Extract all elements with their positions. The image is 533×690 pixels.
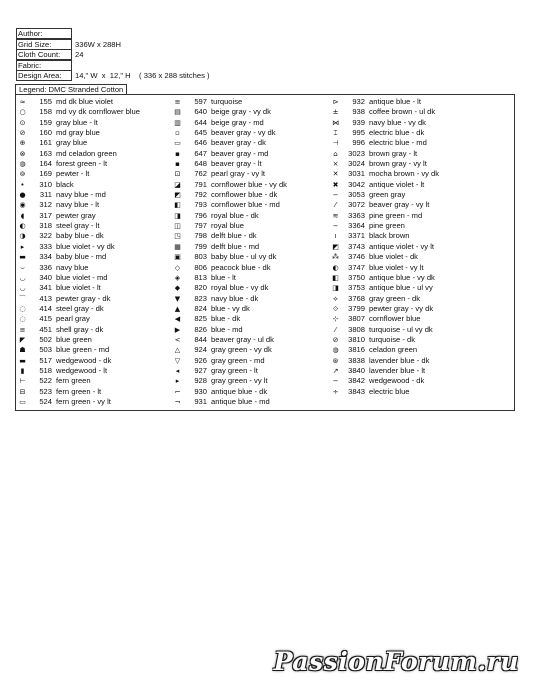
floss-name: peacock blue - dk [211,262,271,272]
legend-symbol-icon: ▤ [174,108,181,117]
floss-name: beaver gray - dk [211,138,266,148]
floss-name: blue - md [211,324,243,334]
legend-symbol-icon: ÷ [332,387,339,396]
legend-symbol-icon: ≋ [332,211,339,220]
legend-symbol-icon: △ [174,346,181,355]
floss-number: 169 [39,169,52,179]
legend-symbol-icon: ◧ [332,273,339,282]
floss-name: steel gray - dk [56,303,104,313]
pattern-info [16,28,516,81]
floss-number: 161 [39,138,52,148]
floss-name: pewter - lt [56,169,90,179]
floss-number: 413 [39,293,52,303]
floss-name: antique violet - lt [369,179,425,189]
floss-number: 318 [39,221,52,231]
floss-name: electric blue - dk [369,128,425,138]
floss-name: beaver gray - ul dk [211,334,274,344]
floss-name: md vy dk cornflower blue [56,107,140,117]
floss-name: blue - lt [211,272,236,282]
cloth-count-label: Cloth Count: [16,49,72,60]
legend-symbol-icon: ¬ [174,397,181,406]
floss-name: navy blue - vy dk [369,117,426,127]
floss-name: baby blue - md [56,252,107,262]
legend-symbol-icon: ▫ [175,129,180,138]
legend-symbol-icon: ⊗ [19,149,26,158]
floss-name: antique blue - lt [369,97,421,106]
floss-name: brown gray - vy lt [369,159,427,169]
legend-symbol-icon: ◨ [332,284,339,293]
legend-symbol-icon: ⊚ [19,170,26,179]
floss-number: 3816 [348,345,365,355]
legend-symbol-icon: ◐ [19,222,26,231]
floss-number: 799 [194,241,207,251]
floss-name: pearl gray - vy lt [211,169,266,179]
floss-number: 926 [194,355,207,365]
floss-number: 813 [194,272,207,282]
legend-symbol-icon: ⊛ [332,356,339,365]
floss-number: 924 [194,345,207,355]
legend-symbol-icon: ◫ [174,222,181,231]
legend-symbol-icon: ⁂ [332,253,339,262]
legend-symbol-icon: ▶ [174,325,181,334]
floss-number: 502 [39,334,52,344]
floss-name: fern green [56,376,91,386]
legend-title: Legend: DMC Stranded Cotton [15,84,127,94]
info-row-design-area [16,70,516,81]
floss-number: 824 [194,303,207,313]
floss-name: mocha brown - vy dk [369,169,440,179]
legend-symbol-icon: ◨ [174,211,181,220]
floss-number: 3838 [348,355,365,365]
floss-number: 825 [194,314,207,324]
floss-name: beaver gray - md [211,148,269,158]
legend-symbol-icon: ▸ [175,377,180,386]
grid-size-label: Grid Size: [16,39,72,50]
floss-name: gray blue - lt [56,117,98,127]
floss-number: 803 [194,252,207,262]
legend-symbol-icon: ⌣ [20,263,25,272]
legend-symbol-icon: ⟐ [332,304,339,313]
floss-name: wedgewood - dk [56,355,112,365]
floss-name: gray green - dk [369,293,421,303]
legend-symbol-icon: ▭ [19,397,26,406]
legend-symbol-icon: ↗ [332,366,339,375]
floss-number: 3031 [348,169,365,179]
floss-name: gray green - md [211,355,265,365]
floss-number: 3024 [348,159,365,169]
floss-name: turquoise - dk [369,334,416,344]
floss-name: navy blue - dk [211,293,259,303]
legend-symbol-icon: ı [334,232,337,241]
floss-number: 3843 [348,386,365,396]
floss-name: md celadon green [56,148,117,158]
floss-number: 3768 [348,293,365,303]
floss-name: beaver gray - vy dk [211,128,276,138]
legend-symbol-icon: ◇ [174,263,181,272]
floss-name: blue violet - lt [56,283,101,293]
floss-number: 646 [194,138,207,148]
floss-number: 3747 [348,262,365,272]
floss-number: 164 [39,159,52,169]
floss-name: shell gray - dk [56,324,104,334]
legend-symbol-icon: < [174,335,181,344]
floss-number: 3799 [348,303,365,313]
floss-number: 932 [352,97,365,106]
floss-number: 340 [39,272,52,282]
floss-name: royal blue - dk [211,210,259,220]
legend-symbol-icon: ▭ [174,139,181,148]
legend-symbol-icon: ⊡ [174,170,181,179]
floss-name: gray green - vy lt [211,376,268,386]
floss-number: 823 [194,293,207,303]
floss-number: 310 [39,179,52,189]
legend-symbol-icon: ○ [19,108,26,117]
legend-symbol-icon: ▥ [174,118,181,127]
floss-number: 996 [352,138,365,148]
legend-symbol-icon: ⊹ [332,315,339,324]
legend-symbol-icon: ◧ [174,201,181,210]
floss-name: coffee brown - ul dk [369,107,436,117]
watermark: PassionForum.ru [273,647,519,676]
legend-symbol-icon: ☗ [19,346,26,355]
legend-symbol-icon: ⌐ [174,387,181,396]
fabric-label: Fabric: [16,60,72,71]
floss-name: beaver gray - vy lt [369,200,430,210]
floss-number: 503 [39,345,52,355]
floss-name: antique blue - ul vy [369,283,433,293]
floss-name: navy blue - md [56,190,106,200]
legend-symbol-icon: ⁄ [334,201,337,210]
floss-number: 414 [39,303,52,313]
legend-symbol-icon: ◩ [174,191,181,200]
design-area-value: 14," W x 12," H ( 336 x 288 stitches ) [75,71,210,80]
legend-symbol-icon: ◍ [332,346,339,355]
legend-symbol-icon: ⁄ [334,325,337,334]
legend-symbol-icon: ◍ [19,160,26,169]
legend-symbol-icon: ✕ [332,170,339,179]
design-area-label: Design Area: [16,70,72,81]
floss-number: 522 [39,376,52,386]
floss-name: cornflower blue - md [211,200,280,210]
floss-name: baby blue - ul vy dk [211,252,277,262]
grid-size-value: 336W x 288H [75,39,122,49]
floss-name: electric blue - md [369,138,427,148]
floss-name: antique blue - vy dk [369,272,435,282]
legend-symbol-icon: ▬ [19,253,26,262]
legend-symbol-icon: ▣ [174,253,181,262]
floss-name: md gray blue [56,128,100,138]
legend-symbol-icon: ◤ [19,335,26,344]
floss-number: 796 [194,210,207,220]
floss-name: turquoise [211,97,243,106]
floss-number: 158 [39,107,52,117]
floss-name: beige gray - vy dk [211,107,271,117]
floss-number: 798 [194,231,207,241]
legend-symbol-icon: ◐ [332,263,339,272]
floss-number: 939 [352,117,365,127]
legend-symbol-icon: ▸ [20,242,25,251]
legend-symbol-icon: ◂ [175,366,180,375]
floss-name: pearl gray [56,314,90,324]
legend-symbol-icon: ▦ [174,242,181,251]
floss-number: 3753 [348,283,365,293]
floss-number: 597 [194,97,207,106]
floss-name: electric blue [369,386,410,396]
floss-number: 336 [39,262,52,272]
floss-number: 3364 [348,221,365,231]
floss-name: pewter gray - vy dk [369,303,434,313]
author-label: Author: [16,28,72,39]
info-row-grid-size [16,39,516,50]
legend-symbol-icon: ◪ [174,180,181,189]
legend-symbol-icon: ⊙ [19,118,26,127]
legend-symbol-icon: ◑ [19,232,26,241]
legend-symbol-icon: ⊘ [332,335,339,344]
floss-number: 3808 [348,324,365,334]
floss-name: pewter gray - dk [56,293,111,303]
floss-name: steel gray - lt [56,221,100,231]
floss-name: antique blue - md [211,396,270,406]
floss-name: black brown [369,231,410,241]
floss-number: 3840 [348,365,365,375]
floss-name: fern green - vy lt [56,396,111,406]
legend-symbol-icon: ± [332,108,339,117]
floss-number: 927 [194,365,207,375]
floss-name: blue - dk [211,314,241,324]
floss-number: 3053 [348,190,365,200]
legend-symbol-icon: ▪ [175,160,180,169]
floss-number: 826 [194,324,207,334]
floss-number: 159 [39,117,52,127]
legend-symbol-icon: ◳ [174,232,181,241]
legend-symbol-icon: ⊳ [332,98,339,106]
floss-name: green gray [369,190,406,200]
floss-name: royal blue [211,221,244,231]
info-row-fabric [16,60,516,71]
legend-symbol-icon: ⊣ [332,139,339,148]
legend-symbol-icon: ◀ [174,315,181,324]
floss-number: 3810 [348,334,365,344]
floss-name: forest green - lt [56,159,108,169]
floss-name: gray blue [56,138,88,148]
floss-name: baby blue - dk [56,231,104,241]
floss-number: 792 [194,190,207,200]
floss-number: 3072 [348,200,365,210]
floss-number: 793 [194,200,207,210]
floss-number: 334 [39,252,52,262]
legend-symbol-icon: ⌒ [19,294,26,303]
legend-symbol-icon: ◉ [19,201,26,210]
legend-symbol-icon: ⟡ [333,294,338,303]
legend-symbol-icon: • [20,180,25,189]
floss-name: blue violet - vy dk [56,241,115,251]
floss-number: 647 [194,148,207,158]
legend-symbol-icon: ⌶ [333,129,338,138]
floss-number: 341 [39,283,52,293]
legend-symbol-icon: ▬ [19,356,26,365]
legend-symbol-icon: ◡ [19,284,26,293]
floss-number: 791 [194,179,207,189]
floss-name: md dk blue violet [56,97,113,106]
floss-number: 312 [39,200,52,210]
floss-name: cornflower blue - vy dk [211,179,287,189]
legend-symbol-icon: ⋈ [332,118,339,127]
legend-symbol-icon: ▼ [174,294,181,303]
floss-name: blue - vy dk [211,303,250,313]
floss-name: antique blue - dk [211,386,268,396]
floss-number: 3746 [348,252,365,262]
floss-name: beige gray - md [211,117,264,127]
floss-number: 844 [194,334,207,344]
legend-symbol-icon: ◈ [174,273,181,282]
floss-number: 322 [39,231,52,241]
floss-name: royal blue - vy dk [211,283,269,293]
floss-name: beaver gray - lt [211,159,262,169]
floss-number: 163 [39,148,52,158]
floss-name: gray green - vy dk [211,345,272,355]
floss-number: 806 [194,262,207,272]
legend-symbol-icon: − [332,191,339,200]
floss-number: 155 [39,97,52,106]
legend-symbol-icon: ⊟ [19,387,26,396]
floss-number: 3842 [348,376,365,386]
floss-number: 3371 [348,231,365,241]
floss-name: brown gray - lt [369,148,418,158]
floss-name: fern green - lt [56,386,102,396]
floss-name: celadon green [369,345,418,355]
legend-symbol-icon: ◡ [19,273,26,282]
legend-symbol-icon: ⌂ [333,149,338,158]
floss-number: 931 [194,396,207,406]
floss-name: turquoise - ul vy dk [369,324,433,334]
legend-symbol-icon: ≈ [19,98,26,106]
floss-number: 160 [39,128,52,138]
legend-symbol-icon: − [332,222,339,231]
legend-symbol-icon: ≡ [19,325,26,334]
floss-name: gray green - lt [211,365,258,375]
floss-name: blue violet - dk [369,252,418,262]
legend-symbol-icon: ⊘ [19,129,26,138]
floss-number: 3743 [348,241,365,251]
floss-number: 317 [39,210,52,220]
floss-number: 820 [194,283,207,293]
floss-number: 3807 [348,314,365,324]
floss-name: blue violet - vy lt [369,262,424,272]
floss-number: 311 [39,190,52,200]
legend-symbol-icon: ◩ [332,242,339,251]
legend-symbol-icon: ▽ [174,356,181,365]
floss-name: blue violet - md [56,272,108,282]
floss-name: lavender blue - lt [369,365,426,375]
floss-number: 648 [194,159,207,169]
floss-number: 928 [194,376,207,386]
floss-number: 518 [39,365,52,375]
legend-symbol-icon: ◆ [174,284,181,293]
legend-symbol-icon: ≡ [174,98,181,106]
legend-symbol-icon: ▪ [175,149,180,158]
floss-number: 415 [39,314,52,324]
floss-number: 523 [39,386,52,396]
info-row-cloth-count [16,49,516,60]
floss-name: delft blue - md [211,241,260,251]
floss-number: 451 [39,324,52,334]
legend-symbol-icon: ⊕ [19,139,26,148]
floss-number: 517 [39,355,52,365]
floss-name: navy blue [56,262,89,272]
floss-number: 3042 [348,179,365,189]
floss-name: black [56,179,74,189]
floss-number: 3363 [348,210,365,220]
floss-number: 524 [39,396,52,406]
cloth-count-value: 24 [75,50,84,59]
floss-name: cornflower blue - dk [211,190,278,200]
floss-name: cornflower blue [369,314,421,324]
info-row-author [16,28,516,39]
floss-number: 797 [194,221,207,231]
floss-number: 762 [194,169,207,179]
floss-number: 930 [194,386,207,396]
legend-symbol-icon: ▲ [174,304,181,313]
floss-name: navy blue - lt [56,200,100,210]
floss-number: 995 [352,128,365,138]
legend-symbol-icon: ▮ [20,366,25,375]
floss-name: pine green - md [369,210,423,220]
legend-symbol-icon: ⊢ [19,377,26,386]
floss-name: pewter gray [56,210,96,220]
legend-symbol-icon: − [332,377,339,386]
legend-symbol-icon: × [332,160,339,169]
legend-symbol-icon: ◌ [19,304,26,313]
floss-name: blue green - md [56,345,110,355]
floss-name: pine green [369,221,405,231]
floss-number: 645 [194,128,207,138]
legend-symbol-icon: ◖ [20,211,25,220]
floss-number: 333 [39,241,52,251]
floss-name: wedgewood - lt [56,365,108,375]
floss-number: 3023 [348,148,365,158]
legend-table [15,94,515,411]
floss-name: antique violet - vy lt [369,241,434,251]
legend-symbol-icon: ✖ [332,180,339,189]
floss-name: lavender blue - dk [369,355,430,365]
floss-name: delft blue - dk [211,231,257,241]
floss-number: 644 [194,117,207,127]
floss-number: 938 [352,107,365,117]
legend-symbol-icon: ● [19,191,26,200]
floss-number: 640 [194,107,207,117]
floss-name: blue green [56,334,92,344]
legend-symbol-icon: ◌ [19,315,26,324]
floss-number: 3750 [348,272,365,282]
floss-name: wedgewood - dk [369,376,425,386]
